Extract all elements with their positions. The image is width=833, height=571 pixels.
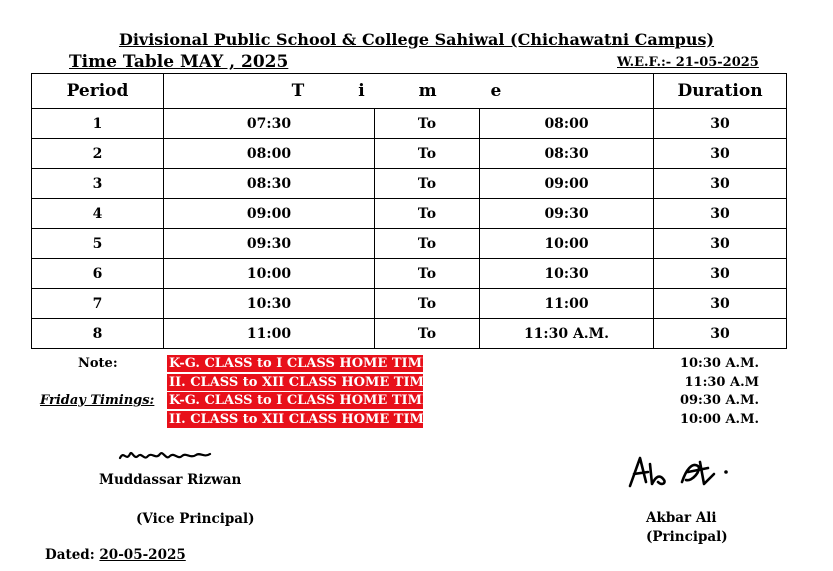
start-time-cell: 07:30 — [164, 109, 375, 139]
school-title: Divisional Public School & College Sahiwal (Chichawatni Campus) — [118, 30, 715, 49]
timetable-title: Time Table MAY , 2025 — [69, 52, 289, 72]
friday-line-senior: II. CLASS to XII CLASS HOME TIME — [169, 412, 434, 427]
effective-date: W.E.F.:- 21-05-2025 — [617, 55, 759, 70]
note-label: Note: — [78, 356, 118, 371]
vice-principal-signature — [116, 444, 216, 468]
period-header: Period — [32, 74, 164, 109]
duration-cell: 30 — [654, 109, 787, 139]
period-cell: 4 — [32, 199, 164, 229]
table-row — [32, 109, 787, 139]
end-time-cell: 11:00 — [480, 289, 654, 319]
end-time-cell: 08:30 — [480, 139, 654, 169]
dated-value: 20-05-2025 — [99, 547, 186, 563]
end-time-cell: 08:00 — [480, 109, 654, 139]
friday-line-kg: K-G. CLASS to I CLASS HOME TIME — [169, 393, 432, 408]
table-row — [32, 199, 787, 229]
period-cell: 5 — [32, 229, 164, 259]
friday-timings-label: Friday Timings: — [40, 393, 155, 408]
to-cell: To — [375, 259, 480, 289]
to-cell: To — [375, 199, 480, 229]
start-time-cell: 10:00 — [164, 259, 375, 289]
to-cell: To — [375, 139, 480, 169]
to-cell: To — [375, 319, 480, 349]
end-time-cell: 09:30 — [480, 199, 654, 229]
period-cell: 6 — [32, 259, 164, 289]
table-header-row — [32, 74, 787, 109]
friday-time-kg: 09:30 A.M. — [679, 393, 759, 408]
vice-principal-name: Muddassar Rizwan — [99, 472, 242, 488]
time-header: T i m e — [164, 74, 654, 109]
duration-cell: 30 — [654, 289, 787, 319]
period-cell: 2 — [32, 139, 164, 169]
table-row — [32, 319, 787, 349]
period-cell: 3 — [32, 169, 164, 199]
table-row — [32, 139, 787, 169]
table-row — [32, 289, 787, 319]
to-cell: To — [375, 229, 480, 259]
duration-header: Duration — [654, 74, 787, 109]
home-time-senior: 11:30 A.M — [684, 375, 759, 390]
note-line-senior: II. CLASS to XII CLASS HOME TIME — [169, 375, 434, 390]
duration-cell: 30 — [654, 199, 787, 229]
principal-name: Akbar Ali — [646, 510, 717, 526]
period-cell: 1 — [32, 109, 164, 139]
end-time-cell: 10:30 — [480, 259, 654, 289]
duration-cell: 30 — [654, 259, 787, 289]
end-time-cell: 09:00 — [480, 169, 654, 199]
period-cell: 8 — [32, 319, 164, 349]
principal-title: (Principal) — [646, 529, 728, 545]
duration-cell: 30 — [654, 139, 787, 169]
principal-signature — [626, 452, 736, 492]
end-time-cell: 11:30 A.M. — [480, 319, 654, 349]
to-cell: To — [375, 289, 480, 319]
friday-time-senior: 10:00 A.M. — [679, 412, 759, 427]
to-cell: To — [375, 109, 480, 139]
duration-cell: 30 — [654, 319, 787, 349]
table-row — [32, 169, 787, 199]
vice-principal-title: (Vice Principal) — [136, 511, 255, 527]
duration-cell: 30 — [654, 169, 787, 199]
start-time-cell: 11:00 — [164, 319, 375, 349]
start-time-cell: 08:00 — [164, 139, 375, 169]
period-cell: 7 — [32, 289, 164, 319]
dated-line — [45, 547, 186, 563]
timetable — [31, 73, 787, 349]
end-time-cell: 10:00 — [480, 229, 654, 259]
dated-label: Dated: — [45, 547, 95, 563]
start-time-cell: 09:00 — [164, 199, 375, 229]
note-line-kg: K-G. CLASS to I CLASS HOME TIME — [169, 356, 432, 371]
start-time-cell: 10:30 — [164, 289, 375, 319]
duration-cell: 30 — [654, 229, 787, 259]
table-row — [32, 259, 787, 289]
table-row — [32, 229, 787, 259]
home-time-kg: 10:30 A.M. — [679, 356, 759, 371]
to-cell: To — [375, 169, 480, 199]
start-time-cell: 09:30 — [164, 229, 375, 259]
start-time-cell: 08:30 — [164, 169, 375, 199]
